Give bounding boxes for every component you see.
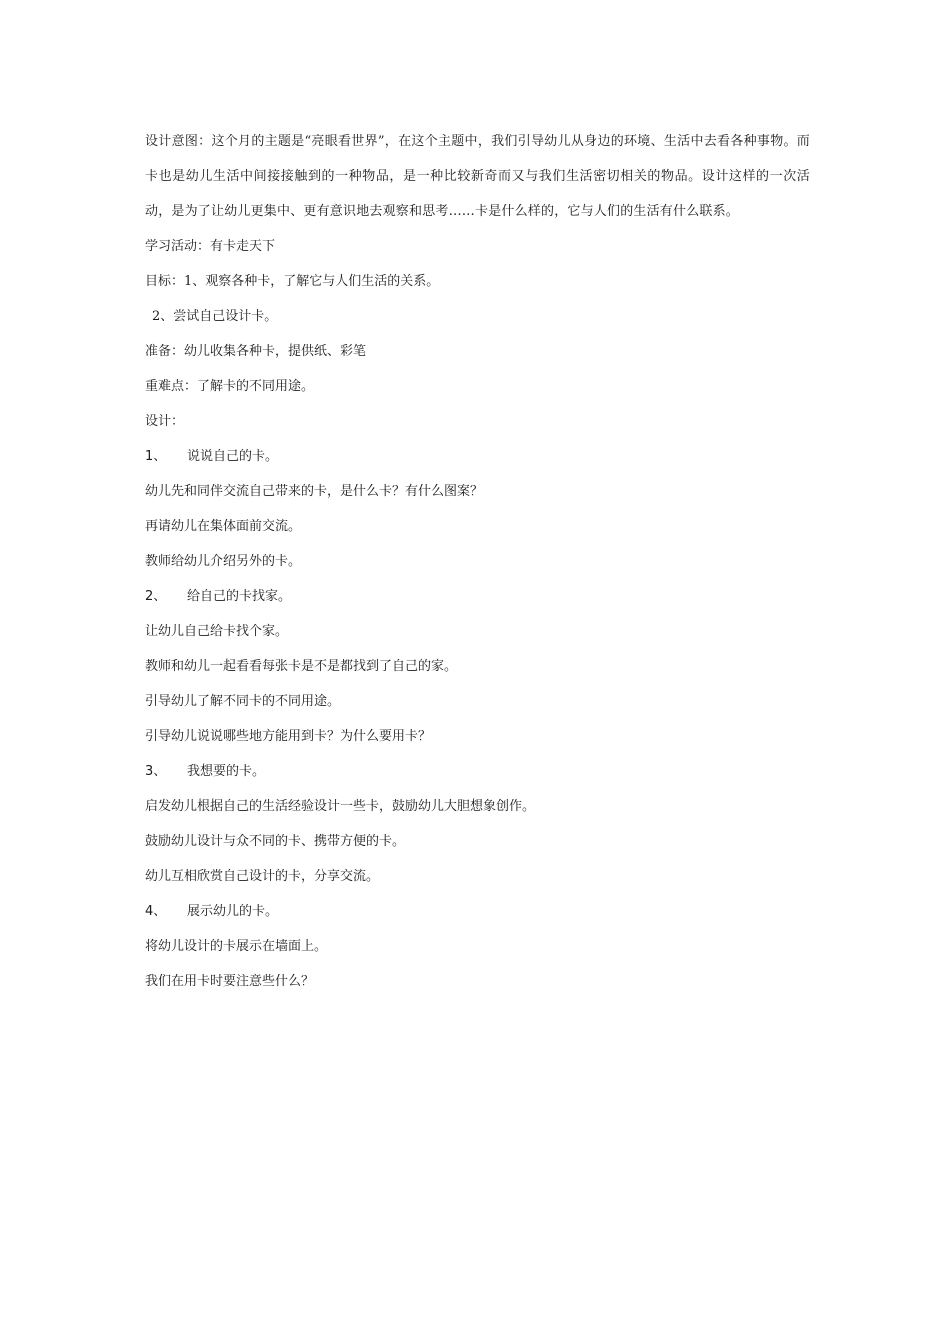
section-line: 启发幼儿根据自己的生活经验设计一些卡，鼓励幼儿大胆想象创作。 — [145, 799, 536, 814]
section-line: 将幼儿设计的卡展示在墙面上。 — [145, 939, 328, 954]
section-number: 2、 — [145, 589, 167, 604]
goal-line-2: 2、尝试自己设计卡。 — [152, 309, 278, 324]
design-label: 设计： — [145, 414, 185, 429]
activity-title: 学习活动：有卡走天下 — [145, 239, 276, 254]
section-number: 3、 — [145, 764, 167, 779]
goal-line-1: 目标：1、观察各种卡，了解它与人们生活的关系。 — [145, 274, 440, 289]
section-line: 让幼儿自己给卡找个家。 — [145, 624, 289, 639]
section-title: 给自己的卡找家。 — [187, 589, 292, 604]
section-title: 说说自己的卡。 — [187, 449, 279, 464]
section-title: 展示幼儿的卡。 — [187, 904, 279, 919]
section-line: 鼓励幼儿设计与众不同的卡、携带方便的卡。 — [145, 834, 406, 849]
section-heading — [145, 439, 810, 474]
design-intent-paragraph: 设计意图：这个月的主题是“亮眼看世界”，在这个主题中，我们引导幼儿从身边的环境、生活中去看各种事物。而卡也是幼儿生活中间接接触到的一种物品，是一种比较新奇而又与我们生活密切相关的物品。设计这样的一次活动，是为了让幼儿更集中、更有意识地去观察和思考……卡是什么样的，它与人们的生活有什么联系。 — [145, 134, 810, 219]
section-number: 4、 — [145, 904, 167, 919]
section-heading — [145, 579, 810, 614]
section-line: 教师和幼儿一起看看每张卡是不是都找到了自己的家。 — [145, 659, 458, 674]
section-line: 引导幼儿了解不同卡的不同用途。 — [145, 694, 341, 709]
key-point-line: 重难点：了解卡的不同用途。 — [145, 379, 315, 394]
section-number: 1、 — [145, 449, 167, 464]
document-body — [145, 124, 810, 999]
section-line: 幼儿互相欣赏自己设计的卡，分享交流。 — [145, 869, 380, 884]
section-title: 我想要的卡。 — [187, 764, 266, 779]
section-line: 教师给幼儿介绍另外的卡。 — [145, 554, 302, 569]
preparation-line: 准备：幼儿收集各种卡，提供纸、彩笔 — [145, 344, 367, 359]
section-line: 幼儿先和同伴交流自己带来的卡，是什么卡？有什么图案？ — [145, 484, 484, 499]
section-heading — [145, 754, 810, 789]
section-line: 我们在用卡时要注意些什么？ — [145, 974, 315, 989]
section-line: 再请幼儿在集体面前交流。 — [145, 519, 302, 534]
section-line: 引导幼儿说说哪些地方能用到卡？为什么要用卡？ — [145, 729, 432, 744]
section-heading — [145, 894, 810, 929]
